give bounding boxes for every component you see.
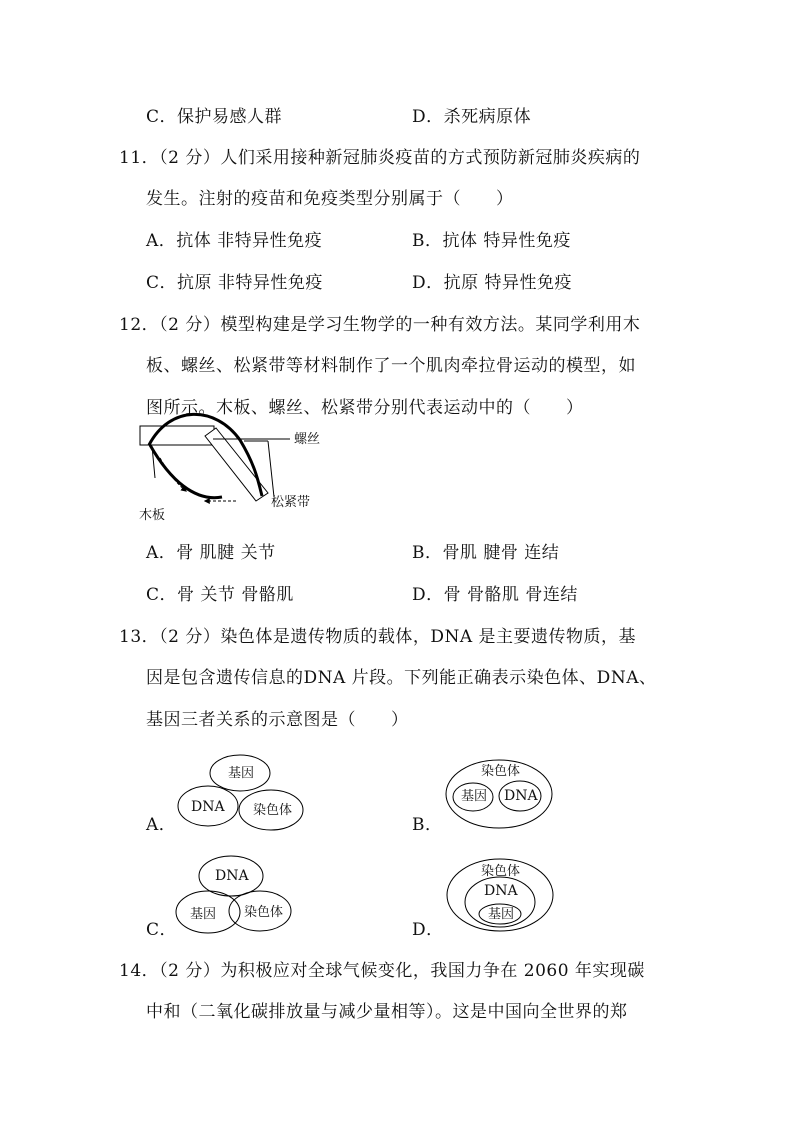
q12-stem-line1: 12．（2 分）模型构建是学习生物学的一种有效方法。某同学利用木 bbox=[119, 315, 641, 335]
q12-option-b: B．骨肌 腱骨 连结 bbox=[412, 543, 560, 563]
q13-c-dna-label: DNA bbox=[215, 868, 249, 884]
q13-option-c: C． bbox=[146, 920, 178, 940]
q12-option-a: A．骨 肌腱 关节 bbox=[146, 543, 276, 563]
q13-option-b: B． bbox=[412, 815, 443, 835]
q14-stem-line1: 14．（2 分）为积极应对全球气候变化，我国力争在 2060 年实现碳 bbox=[119, 961, 645, 981]
q14-stem-line2: 中和（二氧化碳排放量与减少量相等）。这是中国向全世界的郑 bbox=[146, 1002, 628, 1022]
q12-label-screw: 螺丝 bbox=[294, 432, 321, 447]
q10-option-c: C．保护易感人群 bbox=[146, 107, 283, 127]
q12-label-board: 木板 bbox=[139, 508, 166, 523]
q13-stem-line3: 基因三者关系的示意图是（ ） bbox=[146, 710, 409, 730]
q13-b-gene-label: 基因 bbox=[461, 789, 488, 804]
q13-stem-line1: 13．（2 分）染色体是遗传物质的载体，DNA 是主要遗传物质，基 bbox=[119, 627, 637, 647]
q11-option-c: C．抗原 非特异性免疫 bbox=[146, 273, 323, 293]
q13-c-chromosome-label: 染色体 bbox=[244, 905, 284, 920]
q11-option-d: D．抗原 特异性免疫 bbox=[412, 273, 573, 293]
q10-option-d: D．杀死病原体 bbox=[412, 107, 532, 127]
q11-option-a: A．抗体 非特异性免疫 bbox=[146, 231, 323, 251]
q13-c-gene-label: 基因 bbox=[190, 907, 217, 922]
q13-a-chromosome-label: 染色体 bbox=[253, 803, 293, 818]
q13-d-chromosome-label: 染色体 bbox=[481, 864, 521, 879]
q11-option-b: B．抗体 特异性免疫 bbox=[412, 231, 571, 251]
q12-stem-line2: 板、螺丝、松紧带等材料制作了一个肌肉牵拉骨运动的模型，如 bbox=[146, 356, 636, 376]
q11-stem-line2: 发生。注射的疫苗和免疫类型分别属于（ ） bbox=[146, 189, 514, 209]
q13-stem-line2: 因是包含遗传信息的DNA 片段。下列能正确表示染色体、DNA、 bbox=[146, 668, 657, 688]
q13-a-dna-label: DNA bbox=[191, 799, 225, 815]
q12-option-c: C．骨 关节 骨骼肌 bbox=[146, 585, 294, 605]
q13-d-dna-label: DNA bbox=[484, 883, 518, 899]
q12-option-d: D．骨 骨骼肌 骨连结 bbox=[412, 585, 578, 605]
q13-option-d: D． bbox=[412, 920, 444, 940]
q13-a-gene-label: 基因 bbox=[228, 766, 255, 781]
q12-stem-line3: 图所示。木板、螺丝、松紧带分别代表运动中的（ ） bbox=[146, 398, 584, 418]
q13-b-dna-label: DNA bbox=[504, 788, 538, 804]
q11-stem-line1: 11．（2 分）人们采用接种新冠肺炎疫苗的方式预防新冠肺炎疾病的 bbox=[119, 148, 641, 168]
q13-d-gene-label: 基因 bbox=[488, 907, 515, 922]
q12-label-band: 松紧带 bbox=[271, 495, 311, 510]
q13-option-a: A． bbox=[146, 815, 177, 835]
q13-b-chromosome-label: 染色体 bbox=[481, 764, 521, 779]
